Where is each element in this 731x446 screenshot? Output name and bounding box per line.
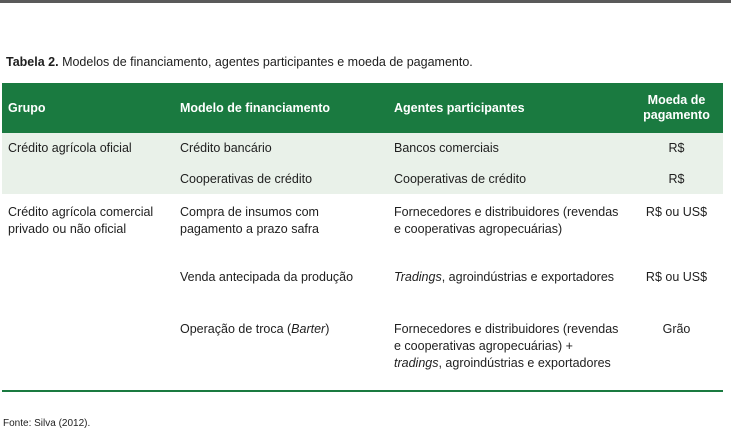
cell-modelo: Venda antecipada da produção: [180, 270, 354, 284]
agentes-suffix: , agroindústrias e exportadores: [438, 356, 611, 370]
cell-modelo: Compra de insumos com pagamento a prazo safra: [180, 205, 319, 236]
group-name-comercial: Crédito agrícola comercial privado ou não oficial: [2, 195, 174, 391]
cell-moeda: R$: [668, 141, 685, 155]
agentes-italic: Tradings: [394, 270, 442, 284]
cell-modelo: [174, 313, 388, 391]
cell-modelo: Crédito bancário: [180, 141, 272, 155]
group-comercial: [2, 195, 723, 391]
table-row: [2, 133, 723, 163]
agentes-italic: tradings: [394, 356, 439, 370]
caption-text: Modelos de financiamento, agentes participantes e moeda de pagamento.: [62, 55, 473, 69]
cell-moeda: R$ ou US$: [645, 205, 708, 219]
group-name-oficial: Crédito agrícola oficial: [8, 141, 132, 155]
group-oficial: [2, 133, 723, 195]
source-note: Fonte: Silva (2012).: [3, 418, 91, 429]
cell-agentes: Bancos comerciais: [394, 141, 499, 155]
cell-agentes: [388, 261, 630, 313]
financing-models-table: [2, 83, 723, 392]
agentes-prefix: Fornecedores e distribuidores (revendas e cooperativas agropecuárias) +: [394, 322, 619, 353]
cell-agentes: Cooperativas de crédito: [394, 171, 527, 186]
cell-modelo: Cooperativas de crédito: [180, 171, 313, 186]
header-agentes: Agentes participantes: [394, 100, 525, 115]
modelo-prefix: Operação de troca (: [180, 322, 292, 336]
modelo-italic: Barter: [291, 322, 326, 336]
table-caption: [6, 55, 473, 69]
agentes-rest: , agroindústrias e exportadores: [441, 270, 615, 284]
modelo-suffix: ): [325, 322, 330, 336]
table-row: [2, 195, 723, 261]
header-moeda: Moeda de pagamento: [643, 93, 710, 122]
header-grupo: Grupo: [8, 100, 46, 115]
top-divider: [0, 0, 731, 3]
cell-agentes: Fornecedores e distribuidores (revendas e cooperativas agropecuárias): [394, 205, 619, 236]
cell-moeda: R$: [668, 171, 685, 186]
caption-label: Tabela 2.: [6, 55, 59, 69]
table-header-row: [2, 83, 723, 133]
cell-moeda: R$ ou US$: [645, 270, 708, 284]
header-modelo: Modelo de financiamento: [180, 100, 331, 115]
cell-agentes: [388, 313, 630, 391]
cell-moeda: Grão: [630, 313, 723, 391]
